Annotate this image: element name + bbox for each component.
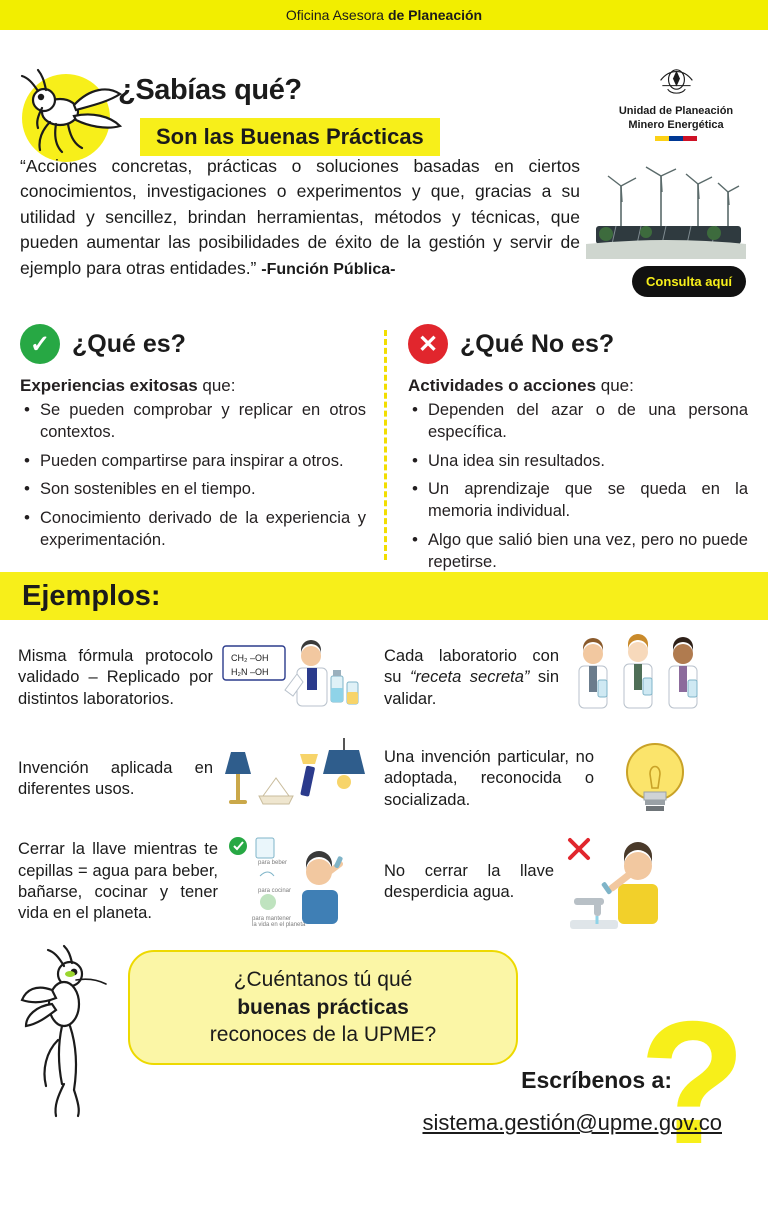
- check-circle-icon: ✓: [20, 324, 60, 364]
- x-circle-icon: ✕: [408, 324, 448, 364]
- what-it-is-column: [20, 324, 384, 570]
- what-it-is-not-lead: [408, 376, 748, 396]
- running-tap-waste-illustration: [560, 832, 705, 932]
- example-text: Cerrar la llave mientras te cepillas = agua para beber, bañarse, cocinar y tener vida en el planeta.: [18, 840, 218, 923]
- contact-email-link[interactable]: sistema.gestión@upme.gov.co: [422, 1110, 722, 1135]
- footer-section: [0, 940, 768, 1181]
- example-text: [384, 646, 559, 710]
- scientist-formula-illustration: [219, 630, 369, 726]
- top-banner-bold-text: de Planeación: [387, 7, 483, 23]
- example-row: [18, 832, 750, 932]
- what-it-is-lead-bold: Experiencias exitosas: [20, 376, 198, 395]
- example-text: No cerrar la llave desperdicia agua.: [384, 861, 554, 901]
- what-it-is-not-column: [384, 324, 748, 570]
- upme-logo-line1: Unidad de Planeación: [618, 105, 734, 117]
- upme-logo-line2: Minero Energética: [628, 118, 724, 131]
- mosquito-icon: [18, 944, 138, 1119]
- what-it-is-header: [20, 324, 366, 364]
- brushing-teeth-water-saving-illustration: [224, 832, 364, 932]
- formula-line-2: H₂N –OH: [231, 667, 269, 677]
- page-subtitle: Son las Buenas Prácticas: [140, 118, 440, 156]
- three-scientists-illustration: [565, 630, 720, 726]
- svg-text:para cocinar: para cocinar: [258, 888, 292, 894]
- example-cell-bad-2: [384, 734, 750, 824]
- example-cell-good-2: [18, 734, 384, 824]
- quote-text: [20, 154, 580, 281]
- example-cell-good-1: [18, 630, 384, 726]
- bubble-line-1: ¿Cuéntanos tú qué: [233, 968, 413, 991]
- what-it-is-not-lead-bold: Actividades o acciones: [408, 376, 597, 395]
- example-cell-bad-3: [384, 832, 750, 932]
- what-it-is-title: ¿Qué es?: [72, 329, 186, 358]
- list-item: • Son sostenibles en el tiempo.: [20, 479, 366, 501]
- quote-body: “Acciones concretas, prácticas o soluciones basadas en ciertos conocimientos, investigaciones o experimentos y que, gracias a su utilidad y sencillez, brindan herramientas, métodos y técnicas, que pueden aumentar las posibilidades de éxito de la gestión y servir de ejemplo para otras entidades.”: [20, 156, 580, 278]
- example-text-post: sin validar.: [384, 668, 559, 708]
- formula-line-1: CH₂ –OH: [231, 653, 269, 663]
- example-cell-bad-1: [384, 630, 750, 726]
- example-text: Invención aplicada en diferentes usos.: [18, 758, 213, 798]
- example-row: [18, 630, 750, 726]
- what-it-is-lead-rest: que:: [197, 376, 236, 395]
- example-row: [18, 734, 750, 824]
- bubble-line-2: buenas prácticas: [237, 995, 409, 1019]
- comparison-section: [0, 318, 768, 570]
- call-to-action-bubble: [128, 950, 518, 1065]
- lightbulb-illustration: [600, 734, 710, 824]
- top-banner-light-text: Oficina Asesora: [285, 7, 384, 23]
- example-text: Una invención particular, no adoptada, reconocida o socializada.: [384, 747, 594, 809]
- examples-banner-title: Ejemplos:: [22, 579, 161, 612]
- top-banner: [0, 0, 768, 30]
- svg-text:para beber: para beber: [258, 860, 288, 866]
- list-item: • Dependen del azar o de una persona específica.: [408, 400, 748, 444]
- upme-logo: [606, 68, 746, 141]
- colombia-crest-icon: [650, 68, 703, 98]
- list-item: • Una idea sin resultados.: [408, 451, 748, 473]
- mosquito-icon: [12, 60, 127, 165]
- example-text: Misma fórmula protocolo validado – Replicado por distintos laboratorios.: [18, 646, 213, 708]
- what-it-is-not-list: [408, 400, 748, 573]
- list-item: • Se pueden comprobar y replicar en otros contextos.: [20, 400, 366, 444]
- colombia-flag-icon: [606, 136, 746, 141]
- example-cell-good-3: [18, 832, 384, 932]
- consulta-aqui-button[interactable]: Consulta aquí: [632, 266, 746, 297]
- list-item: • Pueden compartirse para inspirar a otros.: [20, 451, 366, 473]
- what-it-is-not-header: [408, 324, 748, 364]
- example-text-pre: Cada laboratorio con su: [384, 646, 559, 687]
- contact-label: Escríbenos a:: [521, 1067, 672, 1093]
- list-item: • Conocimiento derivado de la experiencia y experimentación.: [20, 508, 366, 552]
- what-it-is-not-lead-rest: que:: [596, 376, 634, 395]
- wind-farm-solar-illustration: [586, 164, 746, 259]
- svg-text:la vida en el planeta: la vida en el planeta: [252, 922, 306, 928]
- quote-source: -Función Pública-: [261, 260, 396, 278]
- question-mark-decoration: ?: [639, 985, 746, 1181]
- example-text-emphasis: “receta secreta”: [409, 668, 530, 687]
- examples-banner: [0, 572, 768, 620]
- bubble-line-3: reconoces de la UPME?: [209, 1023, 437, 1047]
- list-item: • Algo que salió bien una vez, pero no puede repetirse.: [408, 530, 748, 574]
- what-it-is-list: [20, 400, 366, 552]
- lamps-and-flashlight-illustration: [219, 738, 369, 820]
- what-it-is-lead: [20, 376, 366, 396]
- examples-section: [0, 620, 768, 932]
- list-item: • Un aprendizaje que se queda en la memoria individual.: [408, 479, 748, 523]
- quote-section: [0, 148, 768, 318]
- header-section: [0, 30, 768, 148]
- svg-text:para mantener: para mantener: [252, 916, 292, 922]
- what-it-is-not-title: ¿Qué No es?: [460, 329, 615, 358]
- page-title: ¿Sabías qué?: [118, 74, 302, 106]
